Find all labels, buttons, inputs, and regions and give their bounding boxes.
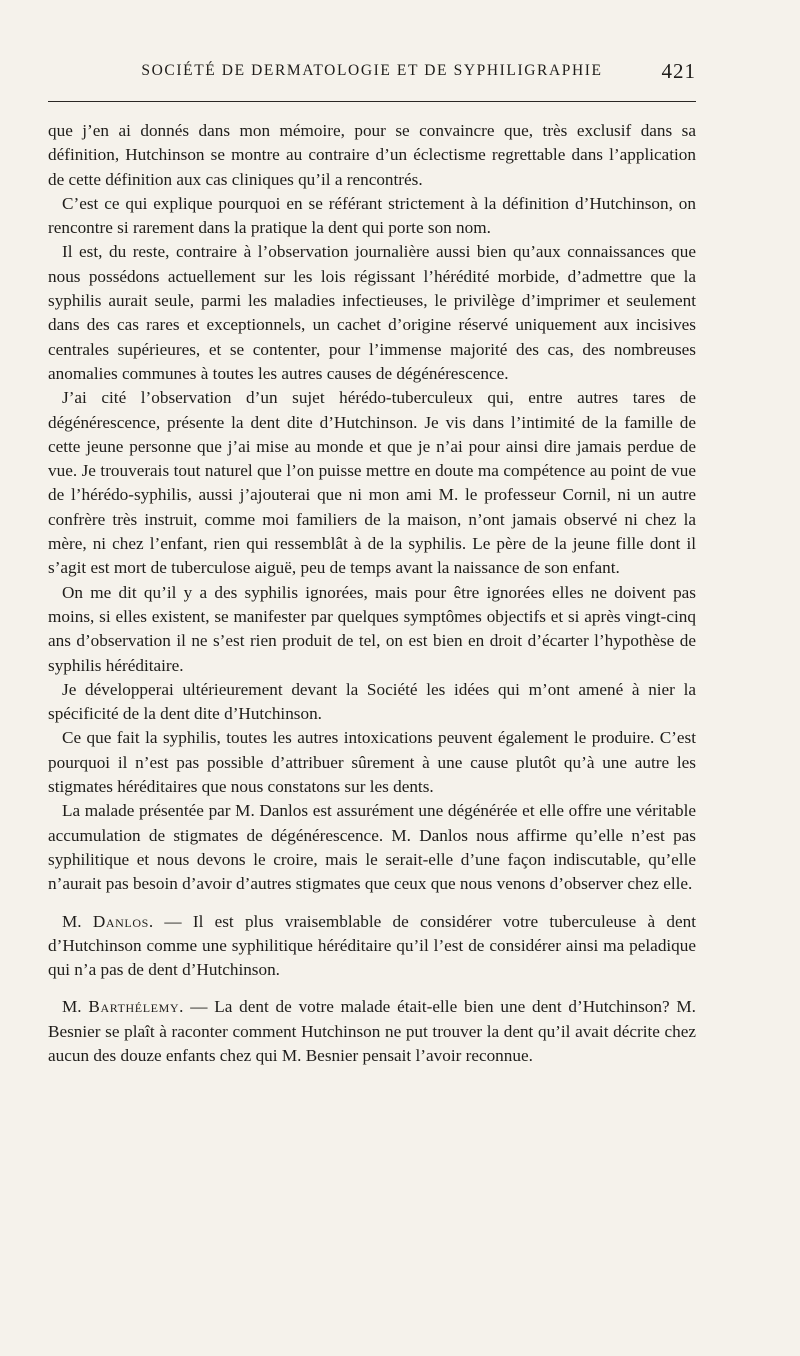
paragraph: C’est ce qui explique pourquoi en se référant strictement à la définition d’Hutchinson, on rencontre si rarement dans la pratique la dent qui porte son nom. [48,193,696,238]
paragraph: On me dit qu’il y a des syphilis ignorées, mais pour être ignorées elles ne doivent pas moins, si elles existent, se manifester par quelques symptômes objectifs et si après vingt-cinq ans d’observation il ne s’est rien produit de tel, on est bien en droit d’écarter l’hypothèse de syphilis héréditaire. [48,582,696,675]
remark-text: . — Il est plus vraisemblable de considérer votre tuberculeuse à dent d’Hutchinson comme une syphilitique héréditaire qu’il l’est de considérer ainsi ma peladique qui n’a pas de dent d’Hutchinson. [48,911,696,980]
speaker-prefix: M. [62,911,93,931]
speaker-remark-barthelemy [48,995,696,1068]
speaker-name: Barthélemy [88,997,180,1017]
paragraph: La malade présentée par M. Danlos est assurément une dégénérée et elle offre une véritable accumulation de stigmates de dégénérescence. M. Danlos nous affirme qu’elle n’est pas syphilitique et nous devons le croire, mais le serait-elle d’une façon indiscutable, qu’elle n’aurait pas besoin d’avoir d’autres stigmates que ceux que nous venons d’observer chez elle. [48,801,696,894]
paragraph: Ce que fait la syphilis, toutes les autres intoxications peuvent également le produire. C’est pourquoi il n’est pas possible d’attribuer sûrement à une cause plutôt qu’à une autre les stigmates héréditaires que nous constatons sur les dents. [48,728,696,797]
paragraph: que j’en ai donnés dans mon mémoire, pour se convaincre que, très exclusif dans sa définition, Hutchinson se montre au contraire d’un éclectisme regrettable dans l’application de cette définition aux cas cliniques qu’il a rencontrés. [48,121,696,189]
page-header [48,59,696,92]
paragraph: J’ai cité l’observation d’un sujet hérédo-tuberculeux qui, entre autres tares de dégénérescence, présente la dent dite d’Hutchinson. Je vis dans l’intimité de la famille de cette jeune personne que j’ai mise au monde et que je n’ai pour ainsi dire jamais perdue de vue. Je trouverais tout naturel que l’on puisse mettre en doute ma compétence au point de vue de l’hérédo-syphilis, aussi j’ajouterai que ni mon ami M. le professeur Cornil, ni un autre confrère très instruit, comme moi familiers de la maison, n’ont jamais observé ni chez la mère, ni chez l’enfant, rien qui ressemblât à de la syphilis. Le père de la jeune fille dont il s’agit est mort de tuberculose aiguë, peu de temps avant la naissance de son enfant. [48,388,696,578]
body-text [48,119,696,1068]
speaker-remark-danlos [48,910,696,983]
speaker-name: Danlos [92,911,149,931]
paragraph: Il est, du reste, contraire à l’observation journalière aussi bien qu’aux connaissances que nous possédons actuellement sur les lois régissant l’hérédité morbide, d’admettre que la syphilis aurait seule, parmi les maladies infectieuses, le privilège d’imprimer et seulement dans des cas rares et exceptionnels, un cachet d’origine réservé uniquement aux incisives centrales supérieures, et se contenter, pour l’immense majorité des cas, des nombreuses anomalies communes à toutes les autres causes de dégénérescence. [48,242,696,383]
paragraph: Je développerai ultérieurement devant la Société les idées qui m’ont amené à nier la spécificité de la dent dite d’Hutchinson. [48,679,696,724]
running-title: SOCIÉTÉ DE DERMATOLOGIE ET DE SYPHILIGRAPHIE [141,62,603,79]
header-rule [48,101,696,102]
remark-text: . — La dent de votre malade était-elle bien une dent d’Hutchinson? M. Besnier se plaît à raconter comment Hutchinson ne put trouver la dent qu’il avait décrite chez aucun des douze enfants chez qui M. Besnier pensait l’avoir reconnue. [48,997,696,1065]
page-number: 421 [661,59,696,83]
speaker-prefix: M. [62,997,89,1017]
